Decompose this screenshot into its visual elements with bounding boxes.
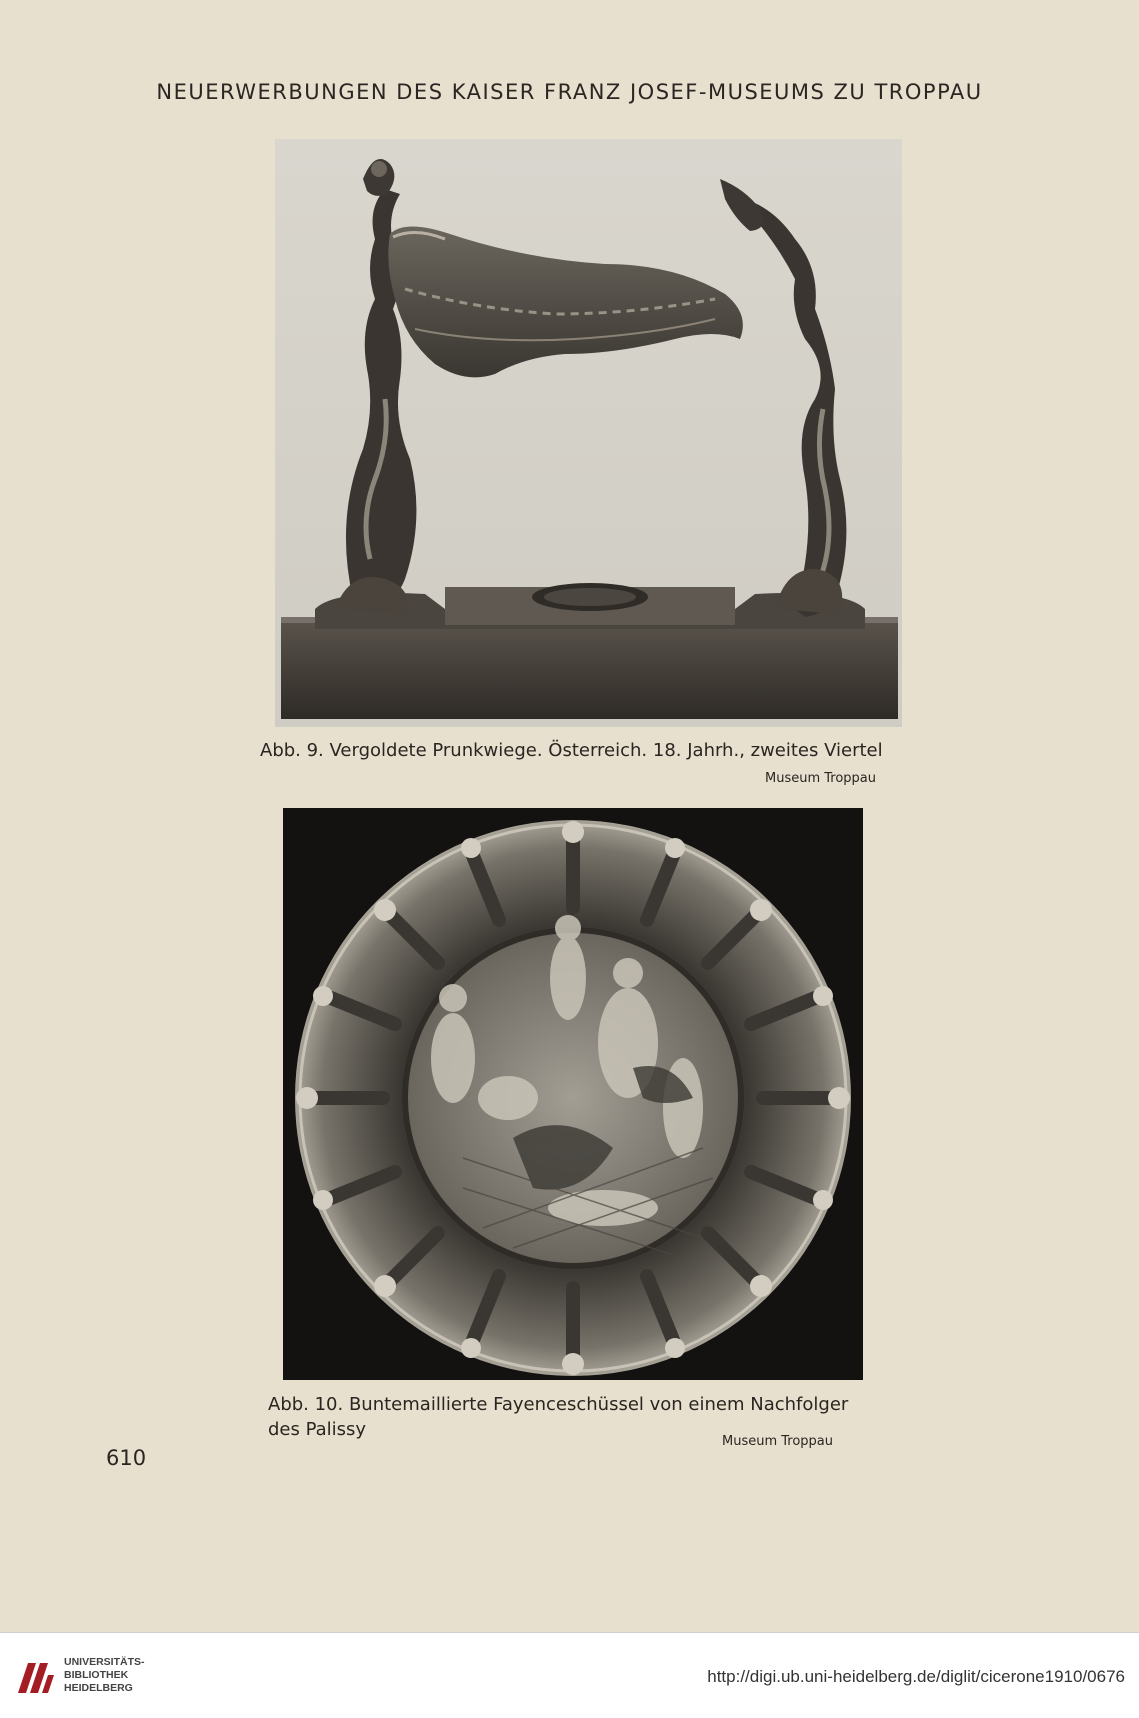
figure-10-credit: Museum Troppau [722, 1434, 834, 1449]
page-number: 610 [106, 1446, 147, 1470]
figure-9-credit: Museum Troppau [765, 771, 877, 786]
footer-bar [0, 1632, 1139, 1718]
faience-dish-illustration [283, 808, 863, 1380]
source-url[interactable]: http://digi.ub.uni-heidelberg.de/diglit/cicerone1910/0676 [707, 1667, 1125, 1686]
library-logo-text [64, 1656, 145, 1695]
cradle-illustration [275, 139, 902, 727]
figure-9-photo [275, 139, 902, 727]
figure-10-photo [283, 808, 863, 1380]
logo-line-3: HEIDELBERG [64, 1682, 133, 1694]
figure-10-caption-line1: Abb. 10. Buntemaillierte Fayenceschüssel von einem Nachfolger [268, 1394, 849, 1415]
figure-9-caption: Abb. 9. Vergoldete Prunkwiege. Österreich. 18. Jahrh., zweites Viertel [260, 740, 883, 761]
library-logo-icon [14, 1653, 56, 1697]
running-head: NEUERWERBUNGEN DES KAISER FRANZ JOSEF-MUSEUMS ZU TROPPAU [156, 80, 983, 104]
figure-10-caption-line2: des Palissy [268, 1419, 367, 1440]
logo-line-2: BIBLIOTHEK [64, 1669, 129, 1681]
logo-line-1: UNIVERSITÄTS- [64, 1656, 145, 1668]
